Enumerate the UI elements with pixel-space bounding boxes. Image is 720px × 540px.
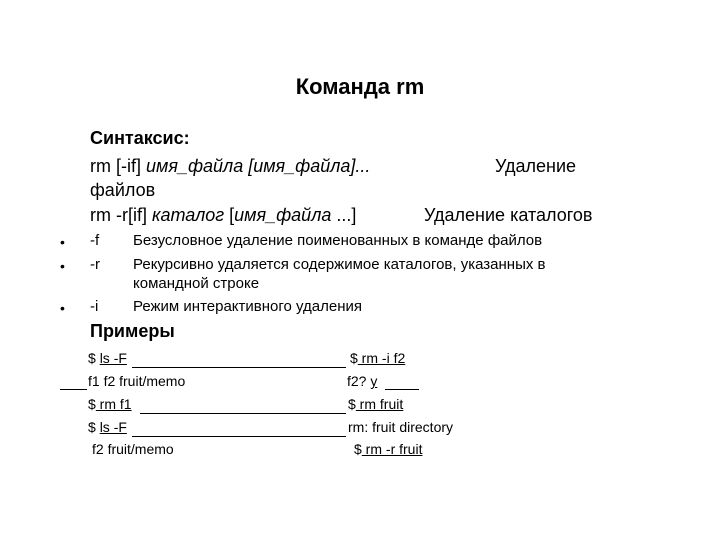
prompt: $ <box>88 350 100 366</box>
option-text: Безусловное удаление поименованных в команде файлов <box>133 232 543 249</box>
examples-heading: Примеры <box>90 321 175 341</box>
example-right-line-5 <box>354 441 422 457</box>
example-left-line-5: f2 fruit/memo <box>92 441 174 457</box>
option-flag: -i <box>90 298 99 315</box>
syntax-heading: Синтаксис: <box>90 128 190 148</box>
underline-divider <box>60 389 87 390</box>
page-title: Команда rm <box>295 74 425 99</box>
syntax-desc-1: Удаление <box>495 156 577 176</box>
syntax-bracket: ...] <box>331 205 357 225</box>
example-answer: y <box>370 373 378 389</box>
example-left-line-1 <box>88 350 127 366</box>
example-left-line-4 <box>88 419 127 435</box>
bullet-icon: • <box>60 234 65 250</box>
example-right-line-4: rm: fruit directory <box>348 419 454 435</box>
example-command: rm -i f2 <box>357 350 406 366</box>
syntax-line-2 <box>90 205 356 226</box>
example-command: ls -F <box>99 350 127 366</box>
syntax-desc-2: Удаление каталогов <box>424 205 593 225</box>
option-flag: -f <box>90 232 100 249</box>
example-command: rm fruit <box>355 396 404 412</box>
underline-divider <box>132 436 346 437</box>
example-left-line-2: f1 f2 fruit/memo <box>88 373 186 389</box>
syntax-bracket: [ <box>224 205 235 225</box>
example-right-line-3 <box>348 396 403 412</box>
example-command: rm f1 <box>95 396 132 412</box>
option-text: Рекурсивно удаляется содержимое каталогов, указанных в <box>133 256 546 273</box>
option-text: Режим интерактивного удаления <box>133 298 363 315</box>
prompt: $ <box>348 396 356 412</box>
underline-divider <box>385 389 419 390</box>
bullet-icon: • <box>60 258 65 274</box>
syntax-desc-1-cont: файлов <box>90 180 156 200</box>
prompt-output: f2? <box>347 373 371 389</box>
option-text-cont: командной строке <box>133 275 260 292</box>
prompt: $ <box>354 441 362 457</box>
syntax-command: rm [-if] <box>90 156 146 176</box>
prompt: $ <box>88 419 100 435</box>
example-command: rm -r fruit <box>361 441 423 457</box>
underline-divider <box>132 367 346 368</box>
example-right-line-2 <box>347 373 377 389</box>
underline-divider <box>140 413 346 414</box>
syntax-args: имя_файла <box>234 205 332 225</box>
syntax-command: rm -r[if] <box>90 205 152 225</box>
syntax-line-1 <box>90 156 370 177</box>
prompt: $ <box>88 396 96 412</box>
option-flag: -r <box>90 256 100 273</box>
example-right-line-1 <box>350 350 405 366</box>
syntax-args: каталог <box>151 205 225 225</box>
prompt: $ <box>350 350 358 366</box>
syntax-args: имя_файла [имя_файла]... <box>146 156 371 176</box>
example-command: ls -F <box>99 419 127 435</box>
example-left-line-3 <box>88 396 132 412</box>
bullet-icon: • <box>60 300 65 316</box>
